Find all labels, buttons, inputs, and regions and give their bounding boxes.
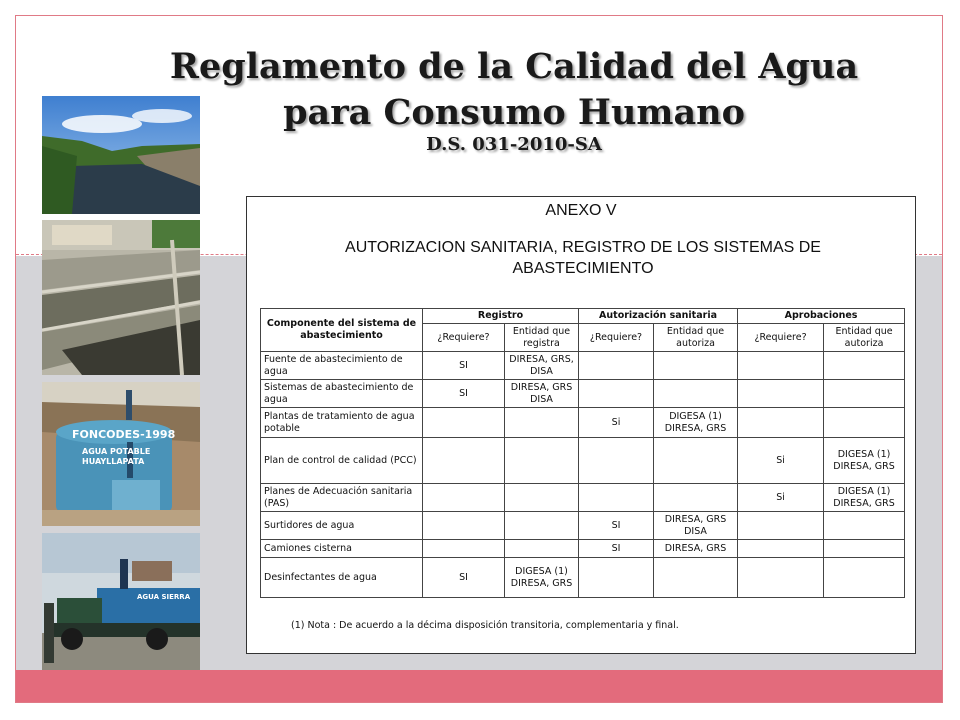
row-aut-req <box>579 484 654 512</box>
decree-number: D.S. 031-2010-SA <box>426 134 602 155</box>
annex-subtitle: AUTORIZACION SANITARIA, REGISTRO DE LOS SISTEMAS DE ABASTECIMIENTO <box>345 239 821 277</box>
row-aut-req: Si <box>579 408 654 438</box>
row-aut-req <box>579 438 654 484</box>
row-reg-ent: DIGESA (1) DIRESA, GRS <box>505 558 579 598</box>
row-reg-req <box>423 438 505 484</box>
truck-label: AGUA SIERRA <box>137 593 191 601</box>
row-reg-req: SI <box>423 558 505 598</box>
slide-title-line2: para Consumo Humano <box>283 92 745 133</box>
table-row <box>261 512 905 540</box>
subheader-apr-requiere: ¿Requiere? <box>738 324 824 352</box>
row-apr-ent <box>824 408 905 438</box>
table-row <box>261 484 905 512</box>
row-reg-ent <box>505 540 579 558</box>
row-reg-ent <box>505 438 579 484</box>
row-reg-ent: DIRESA, GRS, DISA <box>505 352 579 380</box>
row-apr-req <box>738 380 824 408</box>
row-reg-req <box>423 408 505 438</box>
row-component: Surtidores de agua <box>261 512 423 540</box>
row-reg-ent <box>505 408 579 438</box>
row-apr-req <box>738 540 824 558</box>
subheader-aut-requiere: ¿Requiere? <box>579 324 654 352</box>
tank-sub1: AGUA POTABLE <box>82 447 151 456</box>
annex-title: ANEXO V <box>545 202 617 219</box>
row-aut-ent: DIRESA, GRS DISA <box>654 512 738 540</box>
row-component: Plan de control de calidad (PCC) <box>261 438 423 484</box>
table-row <box>261 408 905 438</box>
row-aut-ent: DIGESA (1) DIRESA, GRS <box>654 408 738 438</box>
slide-title-line1: Reglamento de la Calidad del Agua <box>169 46 859 87</box>
annex-document <box>246 196 916 654</box>
row-aut-req: SI <box>579 512 654 540</box>
tank-sub2: HUAYLLAPATA <box>82 457 145 466</box>
row-component: Plantas de tratamiento de agua potable <box>261 408 423 438</box>
tank-label: FONCODES-1998 <box>72 428 176 441</box>
subheader-aut-entidad: Entidad que autoriza <box>654 324 738 352</box>
row-component: Desinfectantes de agua <box>261 558 423 598</box>
header-component: Componente del sistema de abastecimiento <box>261 309 423 352</box>
row-apr-req: Si <box>738 438 824 484</box>
row-apr-ent <box>824 352 905 380</box>
row-apr-ent: DIGESA (1) DIRESA, GRS <box>824 484 905 512</box>
row-apr-ent: DIGESA (1) DIRESA, GRS <box>824 438 905 484</box>
table-row <box>261 352 905 380</box>
subheader-reg-requiere: ¿Requiere? <box>423 324 505 352</box>
row-apr-req <box>738 512 824 540</box>
row-apr-ent <box>824 540 905 558</box>
row-aut-ent <box>654 438 738 484</box>
row-aut-ent <box>654 484 738 512</box>
river-photo <box>42 96 200 214</box>
row-aut-ent: DIRESA, GRS <box>654 540 738 558</box>
table-footnote: (1) Nota : De acuerdo a la décima disposición transitoria, complementaria y final. <box>291 620 679 631</box>
row-component: Planes de Adecuación sanitaria (PAS) <box>261 484 423 512</box>
row-reg-req: SI <box>423 352 505 380</box>
row-reg-req <box>423 540 505 558</box>
subheader-apr-entidad: Entidad que autoriza <box>824 324 905 352</box>
row-reg-req: SI <box>423 380 505 408</box>
row-aut-req <box>579 380 654 408</box>
row-component: Fuente de abastecimiento de agua <box>261 352 423 380</box>
row-reg-ent: DIRESA, GRS DISA <box>505 380 579 408</box>
table-row <box>261 558 905 598</box>
table-row <box>261 438 905 484</box>
header-registro: Registro <box>423 309 579 324</box>
table-row <box>261 540 905 558</box>
row-apr-ent <box>824 380 905 408</box>
header-aprobaciones: Aprobaciones <box>738 309 905 324</box>
row-aut-ent <box>654 352 738 380</box>
row-aut-req <box>579 352 654 380</box>
row-apr-ent <box>824 558 905 598</box>
row-aut-ent <box>654 380 738 408</box>
row-apr-req: Si <box>738 484 824 512</box>
subheader-reg-entidad: Entidad que registra <box>505 324 579 352</box>
row-apr-req <box>738 558 824 598</box>
table-row <box>261 380 905 408</box>
row-apr-req <box>738 352 824 380</box>
row-aut-req: SI <box>579 540 654 558</box>
water-tank-photo <box>42 382 200 526</box>
row-reg-req <box>423 512 505 540</box>
treatment-plant-photo <box>42 220 200 375</box>
row-apr-ent <box>824 512 905 540</box>
row-aut-ent <box>654 558 738 598</box>
row-reg-ent <box>505 484 579 512</box>
row-component: Sistemas de abastecimiento de agua <box>261 380 423 408</box>
footer-accent-bar <box>16 670 942 702</box>
header-autorizacion: Autorización sanitaria <box>579 309 738 324</box>
row-apr-req <box>738 408 824 438</box>
row-reg-ent <box>505 512 579 540</box>
row-aut-req <box>579 558 654 598</box>
authorization-table <box>260 308 905 598</box>
row-reg-req <box>423 484 505 512</box>
water-truck-photo <box>42 533 200 670</box>
row-component: Camiones cisterna <box>261 540 423 558</box>
